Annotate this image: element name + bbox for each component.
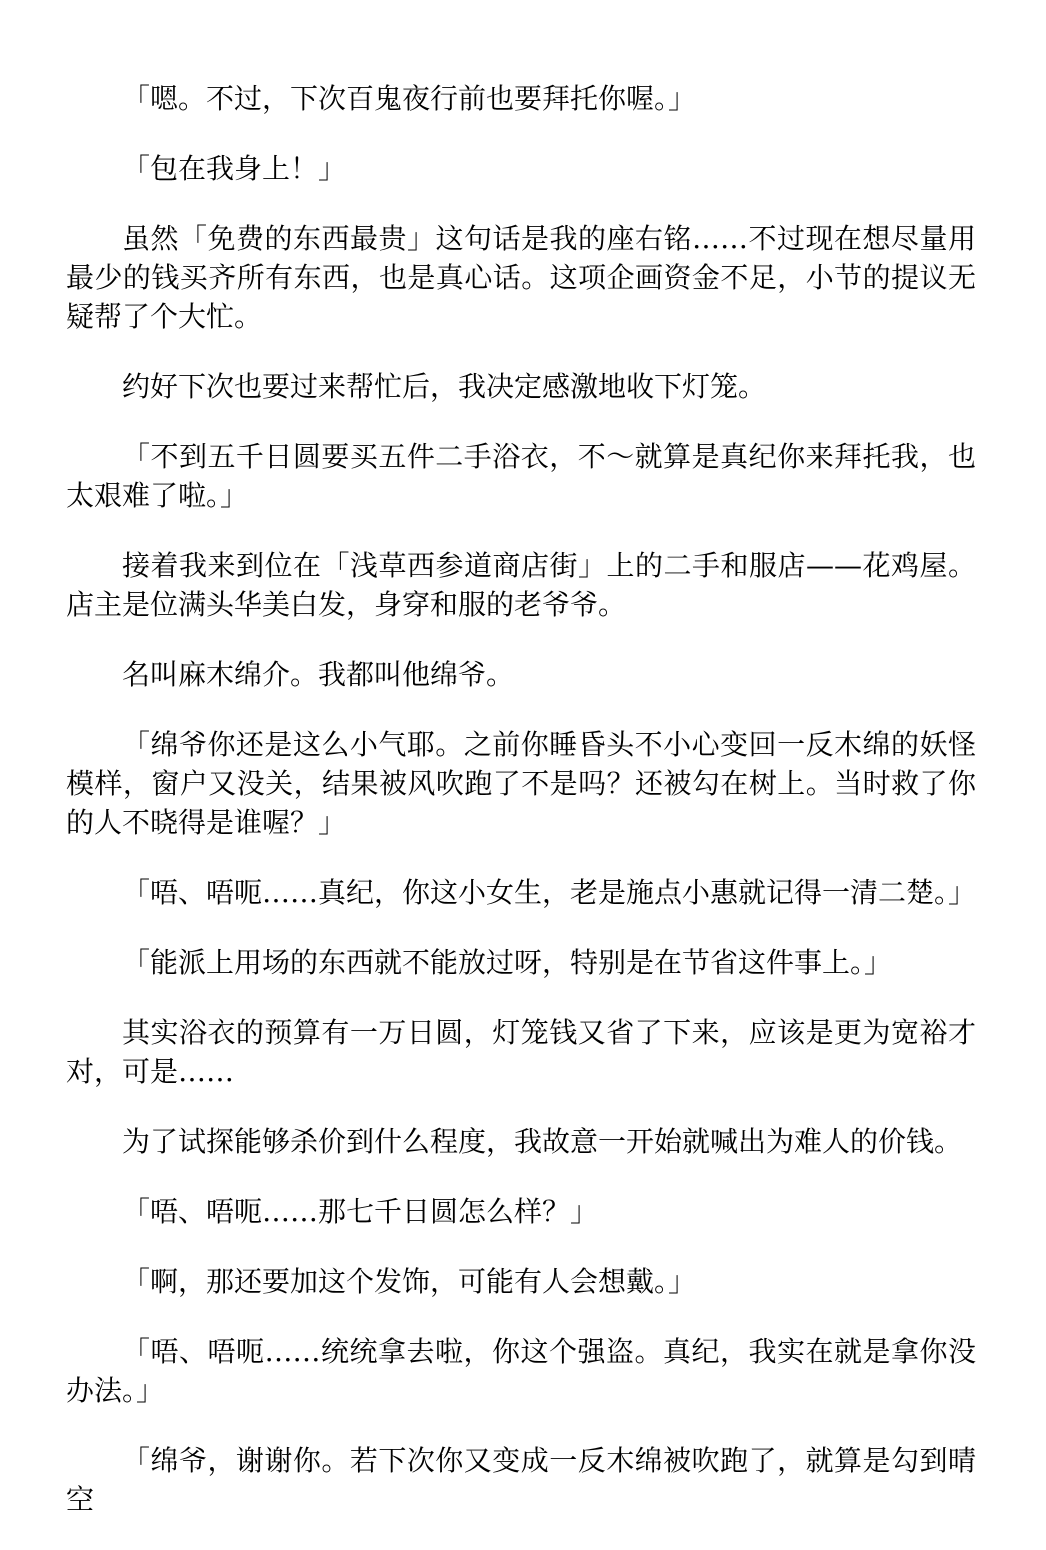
- paragraph-11: 其实浴衣的预算有一万日圆，灯笼钱又省了下来，应该是更为宽裕才对，可是……: [66, 1016, 976, 1088]
- paragraph-4: 约好下次也要过来帮忙后，我决定感激地收下灯笼。: [122, 370, 767, 403]
- paragraph-13: 「唔、唔呃……那七千日圆怎么样？」: [122, 1195, 599, 1228]
- paragraph-2: 「包在我身上！」: [122, 152, 347, 185]
- paragraph-5: 「不到五千日圆要买五件二手浴衣，不～就算是真纪你来拜托我，也太艰难了啦。」: [66, 440, 976, 512]
- paragraph-6: 接着我来到位在「浅草西参道商店街」上的二手和服店——花鸡屋。店主是位满头华美白发，身穿和服的老爷爷。: [66, 549, 976, 621]
- paragraph-3: 虽然「免费的东西最贵」这句话是我的座右铭……不过现在想尽量用最少的钱买齐所有东西，也是真心话。这项企画资金不足，小节的提议无疑帮了个大忙。: [66, 222, 976, 333]
- paragraph-10: 「能派上用场的东西就不能放过呀，特别是在节省这件事上。」: [122, 946, 893, 979]
- paragraph-12: 为了试探能够杀价到什么程度，我故意一开始就喊出为难人的价钱。: [122, 1125, 963, 1158]
- paragraph-1: 「嗯。不过，下次百鬼夜行前也要拜托你喔。」: [122, 82, 697, 115]
- paragraph-8: 「绵爷你还是这么小气耶。之前你睡昏头不小心变回一反木绵的妖怪模样，窗户又没关，结果被风吹跑了不是吗？还被勾在树上。当时救了你的人不晓得是谁喔？」: [66, 728, 976, 839]
- paragraph-16: 「绵爷，谢谢你。若下次你又变成一反木绵被吹跑了，就算是勾到晴空: [66, 1444, 976, 1516]
- document-page: [66, 79, 976, 1550]
- paragraph-7: 名叫麻木绵介。我都叫他绵爷。: [122, 658, 515, 691]
- paragraph-15: 「唔、唔呃……统统拿去啦，你这个强盗。真纪，我实在就是拿你没办法。」: [66, 1335, 976, 1407]
- paragraph-9: 「唔、唔呃……真纪，你这小女生，老是施点小惠就记得一清二楚。」: [122, 876, 977, 909]
- paragraph-14: 「啊，那还要加这个发饰，可能有人会想戴。」: [122, 1265, 697, 1298]
